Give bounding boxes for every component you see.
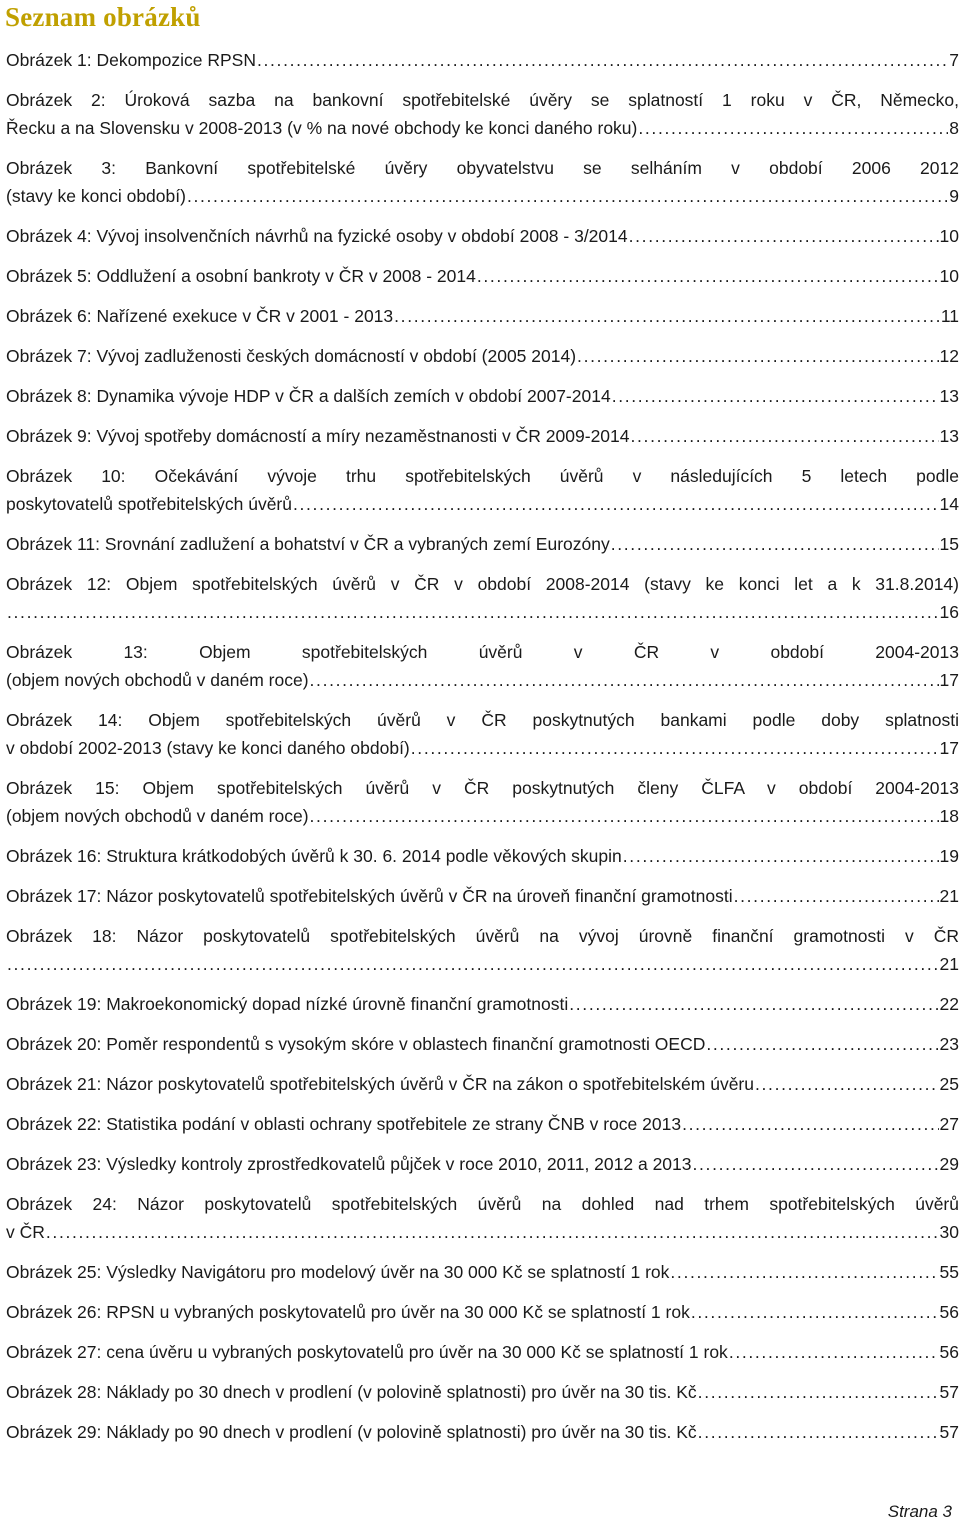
toc-entry[interactable] [6, 1190, 959, 1246]
dot-leader [611, 530, 939, 558]
toc-entry-leader-line [6, 342, 959, 370]
toc-entry-leader-line [6, 382, 959, 410]
toc-entry-leader-line [6, 1418, 959, 1446]
toc-entry-page-number: 25 [939, 1074, 959, 1094]
toc-entry-page-number: 57 [939, 1422, 959, 1442]
toc-entry-leader-line [6, 1110, 959, 1138]
toc-entry-page-number: 10 [939, 226, 959, 246]
toc-entry-page-number: 23 [939, 1034, 959, 1054]
toc-entry-page-number: 21 [939, 954, 959, 974]
dot-leader [670, 1258, 938, 1286]
toc-entry-title-line: Obrázek 12: Objem spotřebitelských úvěrů v ČR v období 2008-2014 (stavy ke konci let a k 31.8.2014) [6, 574, 959, 594]
toc-entry-page-number: 19 [939, 846, 959, 866]
toc-entry-page-number: 21 [939, 886, 959, 906]
toc-entry[interactable] [6, 422, 959, 450]
toc-entry-title: Obrázek 21: Názor poskytovatelů spotřebitelských úvěrů v ČR na zákon o spotřebitelském úvěru [6, 1074, 754, 1094]
toc-entry-title: Obrázek 7: Vývoj zadluženosti českých domácností v období (2005 2014) [6, 346, 577, 366]
dot-leader [623, 842, 939, 870]
toc-entry-title-line: Obrázek 18: Názor poskytovatelů spotřebitelských úvěrů na vývoj úrovně finanční gramotnosti v ČR [6, 926, 959, 946]
toc-entry-leader-line [6, 46, 959, 74]
toc-entry-leader-line [6, 1378, 959, 1406]
dot-leader [698, 1378, 939, 1406]
toc-entry[interactable] [6, 774, 959, 830]
page-number-footer: Strana 3 [887, 1502, 952, 1521]
dot-leader [638, 114, 948, 142]
toc-entry[interactable] [6, 990, 959, 1018]
toc-entry-leader-line [6, 1070, 959, 1098]
dot-leader [631, 422, 939, 450]
toc-entry[interactable] [6, 222, 959, 250]
toc-entry-title: v období 2002-2013 (stavy ke konci daného období) [6, 738, 410, 758]
toc-entry-leader-line [6, 802, 959, 830]
toc-entry-leader-line [6, 182, 959, 210]
toc-entry-title: Obrázek 26: RPSN u vybraných poskytovatelů pro úvěr na 30 000 Kč se splatností 1 rok [6, 1302, 690, 1322]
toc-entry-leader-line [6, 1298, 959, 1326]
toc-entry[interactable] [6, 922, 959, 978]
toc-entry-title: (objem nových obchodů v daném roce) [6, 670, 309, 690]
toc-entry[interactable] [6, 842, 959, 870]
toc-entry-title: Obrázek 25: Výsledky Navigátoru pro modelový úvěr na 30 000 Kč se splatností 1 rok [6, 1262, 670, 1282]
toc-entry[interactable] [6, 1298, 959, 1326]
toc-entry[interactable] [6, 1418, 959, 1446]
dot-leader [293, 490, 939, 518]
toc-entry-leader-line [6, 1258, 959, 1286]
dot-leader [734, 882, 939, 910]
toc-entry-page-number: 57 [939, 1382, 959, 1402]
toc-entry-page-number: 55 [939, 1262, 959, 1282]
dot-leader [187, 182, 948, 210]
dot-leader [629, 222, 939, 250]
toc-entry-title: Obrázek 5: Oddlužení a osobní bankroty v ČR v 2008 - 2014 [6, 266, 476, 286]
toc-entry-leader-line [6, 950, 959, 978]
dot-leader [411, 734, 939, 762]
toc-entry-title: (stavy ke konci období) [6, 186, 186, 206]
dot-leader [257, 46, 948, 74]
dot-leader [7, 950, 939, 978]
toc-entry-leader-line [6, 734, 959, 762]
toc-entry-title: Obrázek 23: Výsledky kontroly zprostředkovatelů půjček v roce 2010, 2011, 2012 a 2013 [6, 1154, 692, 1174]
toc-entry-page-number: 13 [939, 426, 959, 446]
toc-entry[interactable] [6, 382, 959, 410]
toc-entry[interactable] [6, 86, 959, 142]
toc-entry-leader-line [6, 1030, 959, 1058]
toc-entry-page-number: 7 [949, 50, 959, 70]
toc-entry-leader-line [6, 302, 959, 330]
toc-entry[interactable] [6, 706, 959, 762]
toc-entry[interactable] [6, 1338, 959, 1366]
toc-entry-title: Obrázek 22: Statistika podání v oblasti ochrany spotřebitele ze strany ČNB v roce 2013 [6, 1114, 682, 1134]
toc-entry-title-line: Obrázek 10: Očekávání vývoje trhu spotřebitelských úvěrů v následujících 5 letech podle [6, 466, 959, 486]
toc-entry-page-number: 27 [939, 1114, 959, 1134]
toc-entry-title: Obrázek 6: Nařízené exekuce v ČR v 2001 - 2013 [6, 306, 394, 326]
toc-entry-page-number: 8 [949, 118, 959, 138]
dot-leader [755, 1070, 939, 1098]
toc-entry-page-number: 11 [940, 306, 959, 326]
toc-entry-title: Obrázek 29: Náklady po 90 dnech v prodlení (v polovině splatnosti) pro úvěr na 30 tis. Kč [6, 1422, 697, 1442]
toc-entry-title-line: Obrázek 14: Objem spotřebitelských úvěrů v ČR poskytnutých bankami podle doby splatnosti [6, 710, 959, 730]
toc-entry-page-number: 30 [939, 1222, 959, 1242]
toc-entry-title-line: Obrázek 13: Objem spotřebitelských úvěrů v ČR v období 2004-2013 [6, 642, 959, 662]
toc-entry-title: (objem nových obchodů v daném roce) [6, 806, 309, 826]
toc-entry[interactable] [6, 1258, 959, 1286]
toc-entry-title: poskytovatelů spotřebitelských úvěrů [6, 494, 292, 514]
toc-entry[interactable] [6, 462, 959, 518]
toc-entry-page-number: 22 [939, 994, 959, 1014]
toc-entry-leader-line [6, 1338, 959, 1366]
toc-entry-leader-line [6, 882, 959, 910]
toc-entry-title: Obrázek 4: Vývoj insolvenčních návrhů na fyzické osoby v období 2008 - 3/2014 [6, 226, 628, 246]
toc-entry-leader-line [6, 1150, 959, 1178]
list-of-figures [6, 46, 959, 1458]
toc-entry[interactable] [6, 302, 959, 330]
dot-leader [310, 666, 939, 694]
dot-leader [577, 342, 938, 370]
toc-entry-leader-line [6, 530, 959, 558]
dot-leader [612, 382, 939, 410]
dot-leader [569, 990, 938, 1018]
toc-entry-page-number: 56 [939, 1302, 959, 1322]
toc-entry[interactable] [6, 1110, 959, 1138]
toc-entry-leader-line [6, 262, 959, 290]
toc-entry-title: Obrázek 16: Struktura krátkodobých úvěrů k 30. 6. 2014 podle věkových skupin [6, 846, 622, 866]
toc-entry-leader-line [6, 842, 959, 870]
toc-entry[interactable] [6, 1150, 959, 1178]
toc-entry-page-number: 10 [939, 266, 959, 286]
toc-entry-title: Obrázek 17: Názor poskytovatelů spotřebitelských úvěrů v ČR na úroveň finanční gramotnosti [6, 886, 733, 906]
dot-leader [706, 1030, 938, 1058]
toc-entry-leader-line [6, 422, 959, 450]
dot-leader [7, 598, 939, 626]
toc-entry-leader-line [6, 222, 959, 250]
toc-entry-page-number: 29 [939, 1154, 959, 1174]
toc-entry-page-number: 15 [939, 534, 959, 554]
toc-entry-title-line: Obrázek 24: Názor poskytovatelů spotřebitelských úvěrů na dohled nad trhem spotřebitelských úvěrů [6, 1194, 959, 1214]
toc-entry-page-number: 12 [939, 346, 959, 366]
toc-entry-leader-line [6, 1218, 959, 1246]
dot-leader [691, 1298, 939, 1326]
toc-entry-title: Obrázek 1: Dekompozice RPSN [6, 50, 256, 70]
dot-leader [477, 262, 939, 290]
toc-entry-title: Obrázek 8: Dynamika vývoje HDP v ČR a dalších zemích v období 2007-2014 [6, 386, 611, 406]
page-title: Seznam obrázků [5, 2, 201, 32]
toc-entry-leader-line [6, 990, 959, 1018]
dot-leader [310, 802, 939, 830]
toc-entry[interactable] [6, 882, 959, 910]
toc-entry[interactable] [6, 570, 959, 626]
toc-entry[interactable] [6, 1070, 959, 1098]
toc-entry-title-line: Obrázek 2: Úroková sazba na bankovní spotřebitelské úvěry se splatností 1 roku v ČR, Německo, [6, 90, 959, 110]
toc-entry-title: Obrázek 11: Srovnání zadlužení a bohatství v ČR a vybraných zemí Eurozóny [6, 534, 610, 554]
toc-entry[interactable] [6, 262, 959, 290]
toc-entry-page-number: 17 [939, 670, 959, 690]
toc-entry-page-number: 56 [939, 1342, 959, 1362]
dot-leader [46, 1218, 939, 1246]
toc-entry-title: Obrázek 19: Makroekonomický dopad nízké úrovně finanční gramotnosti [6, 994, 569, 1014]
toc-entry-title: Řecku a na Slovensku v 2008-2013 (v % na nové obchody ke konci daného roku) [6, 118, 638, 138]
toc-entry-title-line: Obrázek 15: Objem spotřebitelských úvěrů v ČR poskytnutých členy ČLFA v období 2004-2013 [6, 778, 959, 798]
dot-leader [682, 1110, 938, 1138]
toc-entry-page-number: 18 [939, 806, 959, 826]
toc-entry-title-line: Obrázek 3: Bankovní spotřebitelské úvěry obyvatelstvu se selháním v období 2006 2012 [6, 158, 959, 178]
toc-entry-page-number: 13 [939, 386, 959, 406]
toc-entry-page-number: 17 [939, 738, 959, 758]
toc-entry-leader-line [6, 490, 959, 518]
toc-entry[interactable] [6, 154, 959, 210]
toc-entry-page-number: 9 [949, 186, 959, 206]
toc-entry-title: Obrázek 28: Náklady po 30 dnech v prodlení (v polovině splatnosti) pro úvěr na 30 tis. Kč [6, 1382, 697, 1402]
toc-entry-title: v ČR [6, 1222, 45, 1242]
toc-entry-title: Obrázek 9: Vývoj spotřeby domácností a míry nezaměstnanosti v ČR 2009-2014 [6, 426, 630, 446]
toc-entry-page-number: 16 [939, 602, 959, 622]
toc-entry[interactable] [6, 1030, 959, 1058]
toc-entry[interactable] [6, 46, 959, 74]
toc-entry-title: Obrázek 20: Poměr respondentů s vysokým skóre v oblastech finanční gramotnosti OECD [6, 1034, 706, 1054]
dot-leader [693, 1150, 939, 1178]
dot-leader [394, 302, 940, 330]
toc-entry[interactable] [6, 1378, 959, 1406]
dot-leader [729, 1338, 939, 1366]
toc-entry-leader-line [6, 598, 959, 626]
toc-entry-leader-line [6, 666, 959, 694]
toc-entry[interactable] [6, 342, 959, 370]
dot-leader [698, 1418, 939, 1446]
toc-entry[interactable] [6, 638, 959, 694]
toc-entry-title: Obrázek 27: cena úvěru u vybraných poskytovatelů pro úvěr na 30 000 Kč se splatností 1 rok [6, 1342, 728, 1362]
toc-entry-page-number: 14 [939, 494, 959, 514]
toc-entry-leader-line [6, 114, 959, 142]
toc-entry[interactable] [6, 530, 959, 558]
